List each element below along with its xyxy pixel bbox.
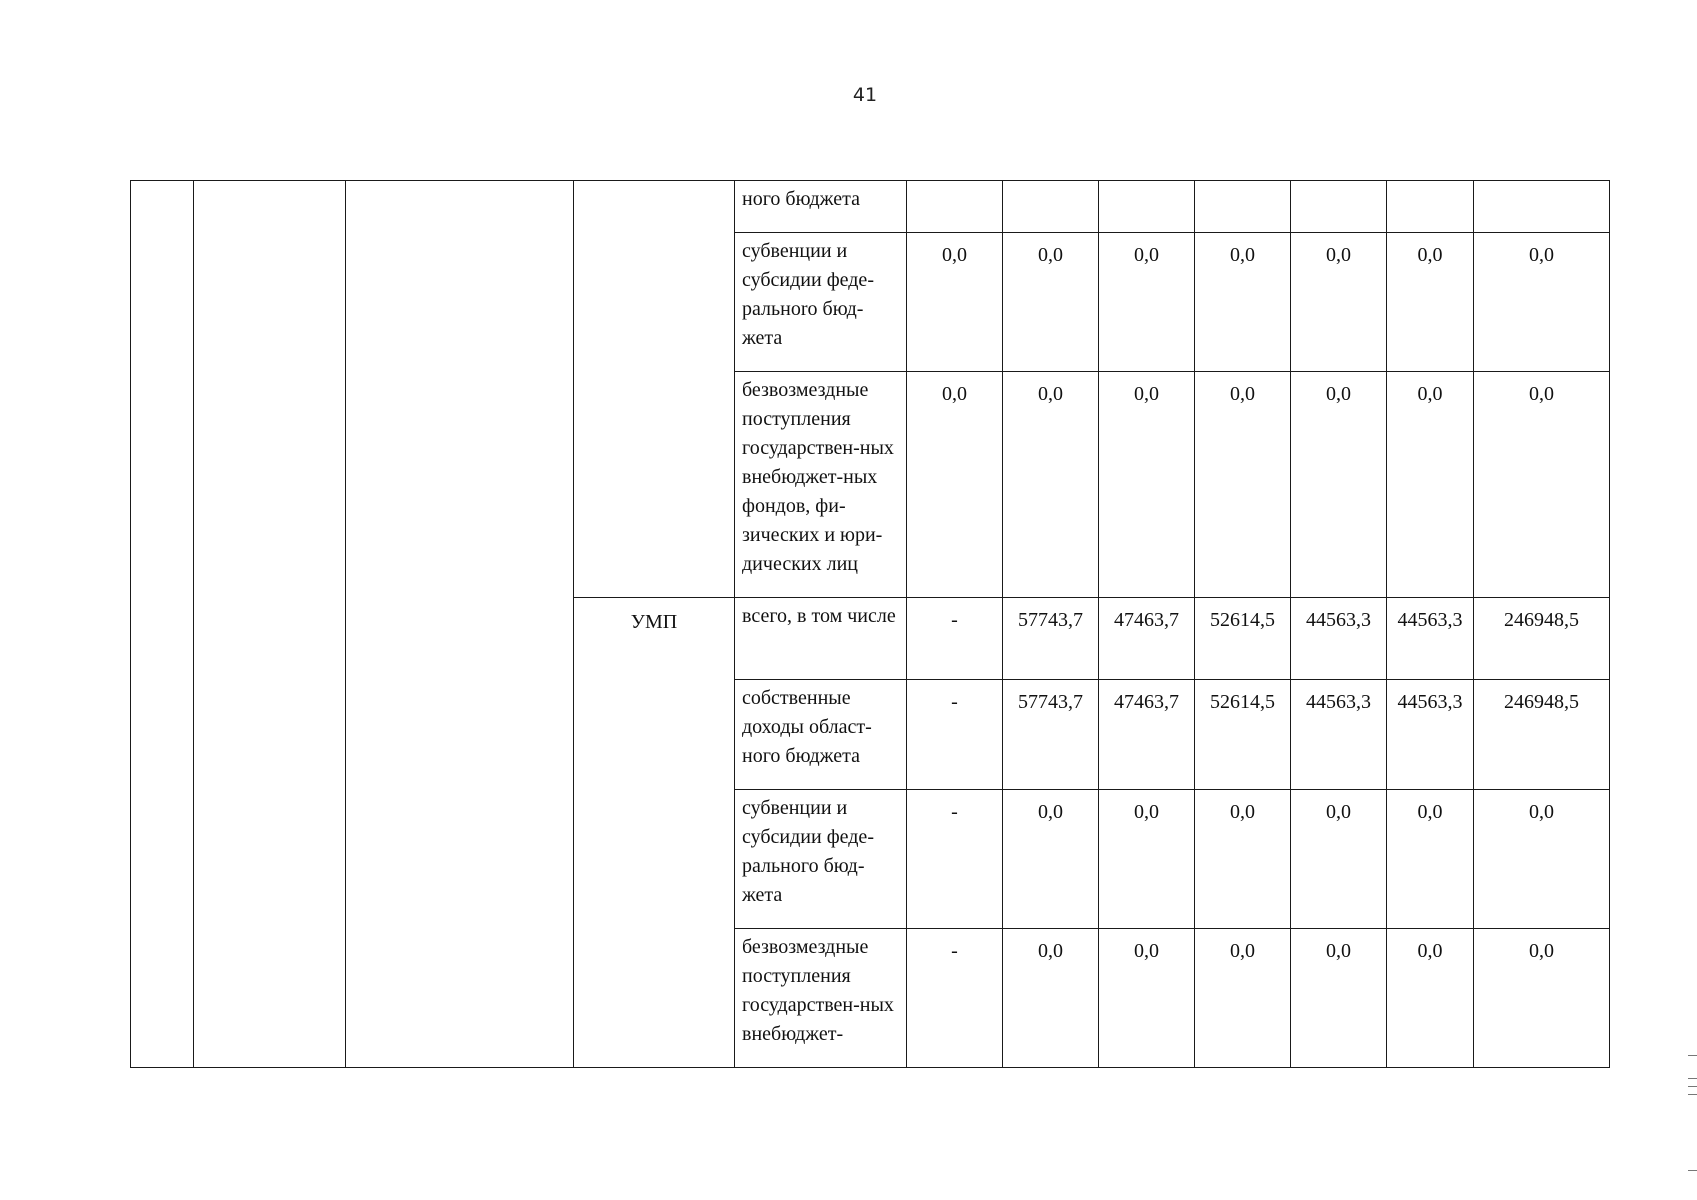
- value-cell: [1291, 181, 1387, 233]
- value-cell: 52614,5: [1195, 680, 1291, 790]
- value-cell: -: [907, 790, 1003, 929]
- index-column-cell: [131, 181, 194, 1068]
- value-cell: 0,0: [1291, 790, 1387, 929]
- program-column-cell: [194, 181, 346, 1068]
- value-cell: 0,0: [1195, 233, 1291, 372]
- value-cell: 0,0: [1099, 372, 1195, 598]
- value-cell: [907, 181, 1003, 233]
- value-cell: 0,0: [1474, 929, 1610, 1068]
- funding-source-label: ного бюджета: [735, 181, 907, 233]
- value-cell: 0,0: [1387, 372, 1474, 598]
- value-cell: 44563,3: [1291, 680, 1387, 790]
- value-cell: [1195, 181, 1291, 233]
- value-cell: 0,0: [907, 372, 1003, 598]
- value-cell: 0,0: [1474, 233, 1610, 372]
- funding-source-label: субвенции и субсидии феде-рального бюд-жета: [735, 790, 907, 929]
- value-cell: 0,0: [1003, 233, 1099, 372]
- value-cell: 0,0: [1003, 790, 1099, 929]
- value-cell: 44563,3: [1291, 598, 1387, 680]
- value-cell: 0,0: [1195, 929, 1291, 1068]
- event-column-cell: [346, 181, 574, 1068]
- scan-artifact: [1688, 1055, 1697, 1056]
- funding-source-label: всего, в том числе: [735, 598, 907, 680]
- scan-artifact: [1688, 1086, 1697, 1087]
- value-cell: [1003, 181, 1099, 233]
- funding-source-label: субвенции и субсидии феде-ральноrо бюд-жета: [735, 233, 907, 372]
- value-cell: 57743,7: [1003, 598, 1099, 680]
- value-cell: 0,0: [1099, 790, 1195, 929]
- value-cell: 52614,5: [1195, 598, 1291, 680]
- scan-artifact: [1688, 1078, 1697, 1079]
- value-cell: 0,0: [1291, 372, 1387, 598]
- value-cell: [1387, 181, 1474, 233]
- value-cell: 0,0: [1195, 372, 1291, 598]
- value-cell: 0,0: [1195, 790, 1291, 929]
- value-cell: 0,0: [1474, 790, 1610, 929]
- executor-ump: УМП: [574, 598, 735, 1068]
- value-cell: 0,0: [1474, 372, 1610, 598]
- value-cell: -: [907, 680, 1003, 790]
- value-cell: 0,0: [1003, 929, 1099, 1068]
- value-cell: 246948,5: [1474, 598, 1610, 680]
- table-row: [131, 181, 1610, 233]
- value-cell: 0,0: [1099, 233, 1195, 372]
- page-number: 41: [852, 84, 878, 106]
- budget-table: [130, 180, 1610, 1068]
- value-cell: 246948,5: [1474, 680, 1610, 790]
- value-cell: [1474, 181, 1610, 233]
- value-cell: 0,0: [907, 233, 1003, 372]
- value-cell: 47463,7: [1099, 680, 1195, 790]
- executor-cell-empty: [574, 181, 735, 598]
- value-cell: 0,0: [1099, 929, 1195, 1068]
- value-cell: 0,0: [1387, 929, 1474, 1068]
- scan-artifact: [1688, 1094, 1697, 1095]
- value-cell: 57743,7: [1003, 680, 1099, 790]
- funding-source-label: безвозмездные поступления государствен-ных внебюджет-: [735, 929, 907, 1068]
- value-cell: 0,0: [1291, 929, 1387, 1068]
- funding-source-label: собственные доходы област-ного бюджета: [735, 680, 907, 790]
- funding-source-label: безвозмездные поступления государствен-ных внебюджет-ных фондов, фи-зических и юри-дических лиц: [735, 372, 907, 598]
- value-cell: -: [907, 598, 1003, 680]
- value-cell: 47463,7: [1099, 598, 1195, 680]
- scan-artifact: [1688, 1170, 1697, 1171]
- value-cell: 44563,3: [1387, 680, 1474, 790]
- value-cell: 0,0: [1387, 790, 1474, 929]
- value-cell: 0,0: [1387, 233, 1474, 372]
- value-cell: [1099, 181, 1195, 233]
- value-cell: 0,0: [1003, 372, 1099, 598]
- value-cell: 0,0: [1291, 233, 1387, 372]
- value-cell: -: [907, 929, 1003, 1068]
- value-cell: 44563,3: [1387, 598, 1474, 680]
